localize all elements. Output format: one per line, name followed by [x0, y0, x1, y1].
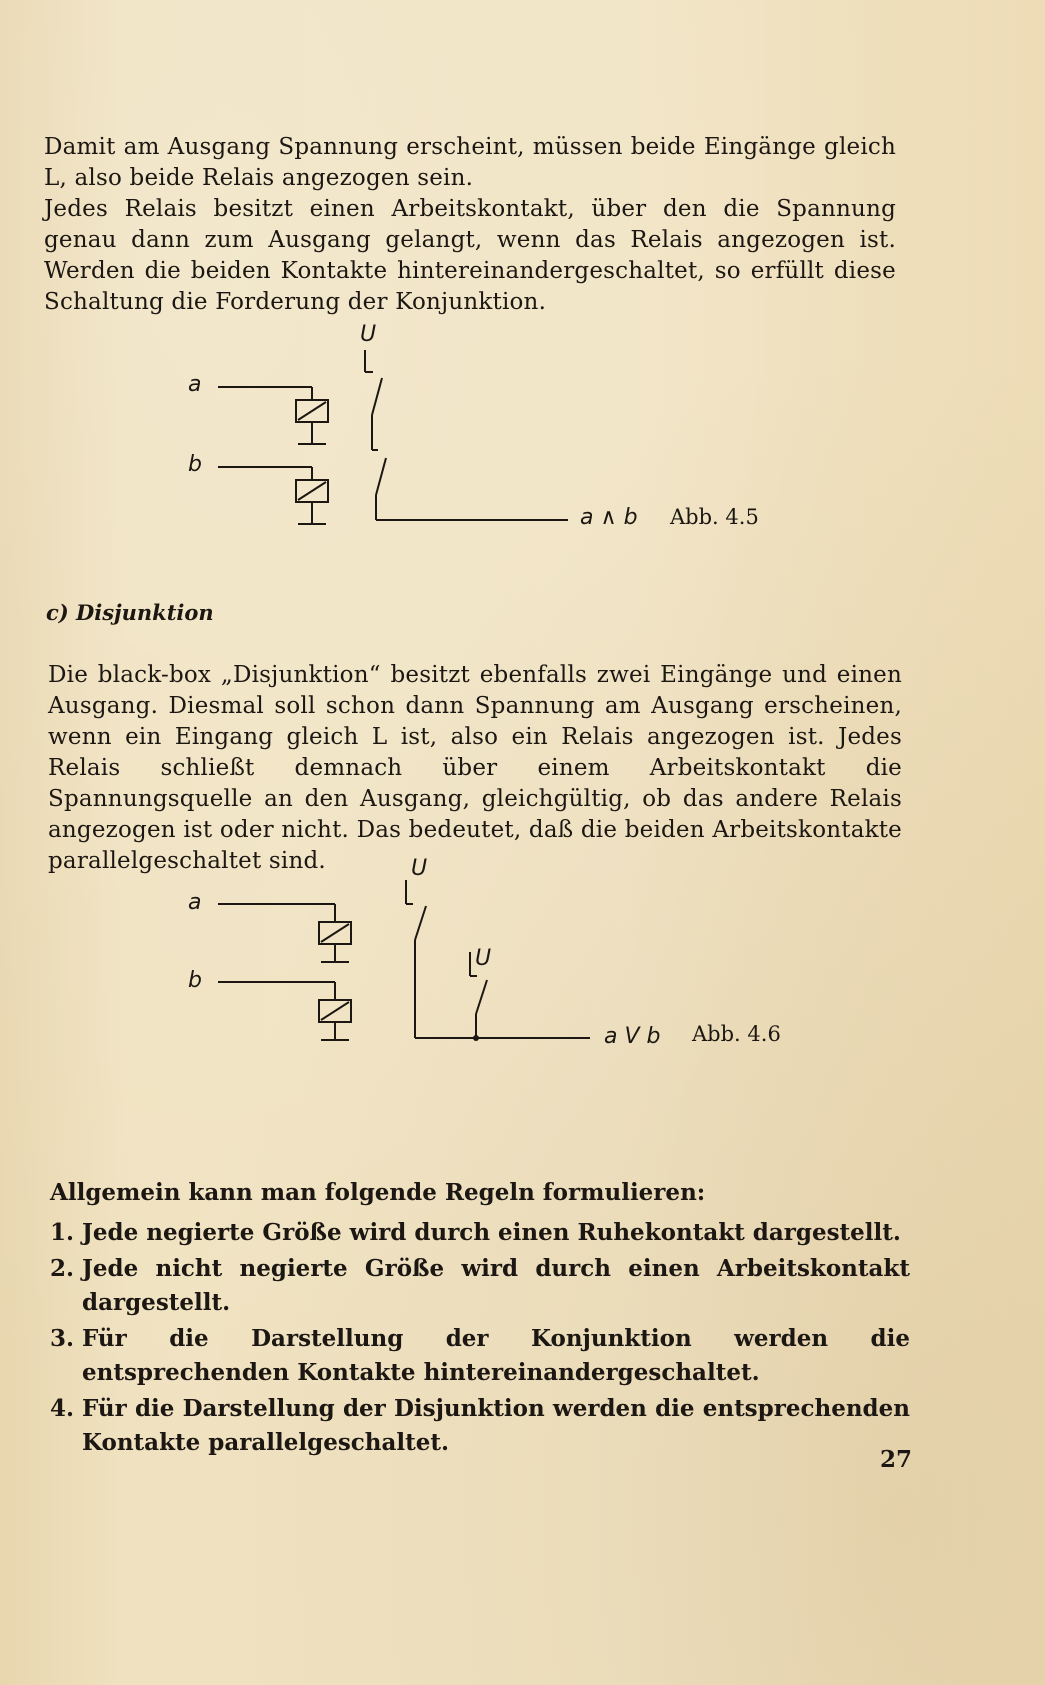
disjunction-text: [48, 660, 902, 877]
section-heading-disjunction: c) Disjunktion: [46, 600, 214, 625]
rules-list: [50, 1216, 910, 1460]
rule-text: Jede nicht negierte Größe wird durch einen Arbeitskontakt dargestellt.: [82, 1255, 910, 1316]
rules-section: [50, 1176, 910, 1462]
page-number: 27: [880, 1446, 913, 1473]
supply-label-u-1: U: [411, 856, 428, 881]
rule-text: Jede negierte Größe wird durch einen Ruhekontakt dargestellt.: [82, 1219, 901, 1246]
figure-caption-4-6: Abb. 4.6: [692, 1022, 781, 1046]
figure-caption-4-5: Abb. 4.5: [670, 505, 759, 529]
intro-paragraph-2: Jedes Relais besitzt einen Arbeitskontakt, über den die Spannung genau dann zum Ausgang gelangt, wenn das Relais angezogen ist. Werden die beiden Kontakte hintereinandergeschaltet, so erfüllt diese Schaltung die Forderung der Konjunktion.: [44, 196, 896, 315]
rules-title: Allgemein kann man folgende Regeln formulieren:: [50, 1179, 706, 1206]
relay-coil-a-diagonal: [321, 924, 349, 942]
rule-item: [50, 1322, 910, 1390]
contact-a: [372, 378, 382, 415]
contact-b: [376, 458, 386, 495]
junction-dot: [473, 1035, 479, 1041]
rule-number: 1.: [50, 1219, 75, 1246]
intro-paragraph-1: Damit am Ausgang Spannung erscheint, müssen beide Eingänge gleich L, also beide Relais angezogen sein.: [44, 134, 896, 191]
input-label-b: b: [188, 968, 202, 993]
disjunction-paragraph: Die black-box „Disjunktion“ besitzt ebenfalls zwei Eingänge und einen Ausgang. Diesmal soll schon dann Spannung am Ausgang erscheinen, wenn ein Eingang gleich L ist, also ein Relais angezogen ist. Jedes Relais schließt demnach über einem Arbeitskontakt die Spannungsquelle an den Ausgang, gleichgültig, ob das andere Relais angezogen ist oder nicht. Das bedeutet, daß die beiden Arbeitskontakte parallelgeschaltet sind.: [48, 662, 902, 874]
output-label: a ∧ b: [580, 505, 638, 530]
relay-coil-b-diagonal: [298, 482, 326, 500]
contact-b: [476, 980, 487, 1014]
input-label-a: a: [188, 372, 202, 397]
relay-coil-a-diagonal: [298, 402, 326, 420]
relay-coil-b-diagonal: [321, 1002, 349, 1020]
rule-item: [50, 1216, 910, 1250]
rule-item: [50, 1392, 910, 1460]
rule-item: [50, 1252, 910, 1320]
contact-a: [415, 906, 426, 940]
supply-label-u: U: [360, 322, 377, 347]
rule-number: 3.: [50, 1325, 75, 1352]
input-label-a: a: [188, 890, 202, 915]
intro-text: [44, 132, 896, 318]
rule-text: Für die Darstellung der Konjunktion werden die entsprechenden Kontakte hintereinandergeschaltet.: [82, 1325, 910, 1386]
rule-number: 2.: [50, 1255, 75, 1282]
input-label-b: b: [188, 452, 202, 477]
supply-label-u-2: U: [475, 946, 492, 971]
rule-text: Für die Darstellung der Disjunktion werden die entsprechenden Kontakte parallelgeschaltet.: [82, 1395, 910, 1456]
rule-number: 4.: [50, 1395, 75, 1422]
output-label: a V b: [604, 1024, 661, 1049]
